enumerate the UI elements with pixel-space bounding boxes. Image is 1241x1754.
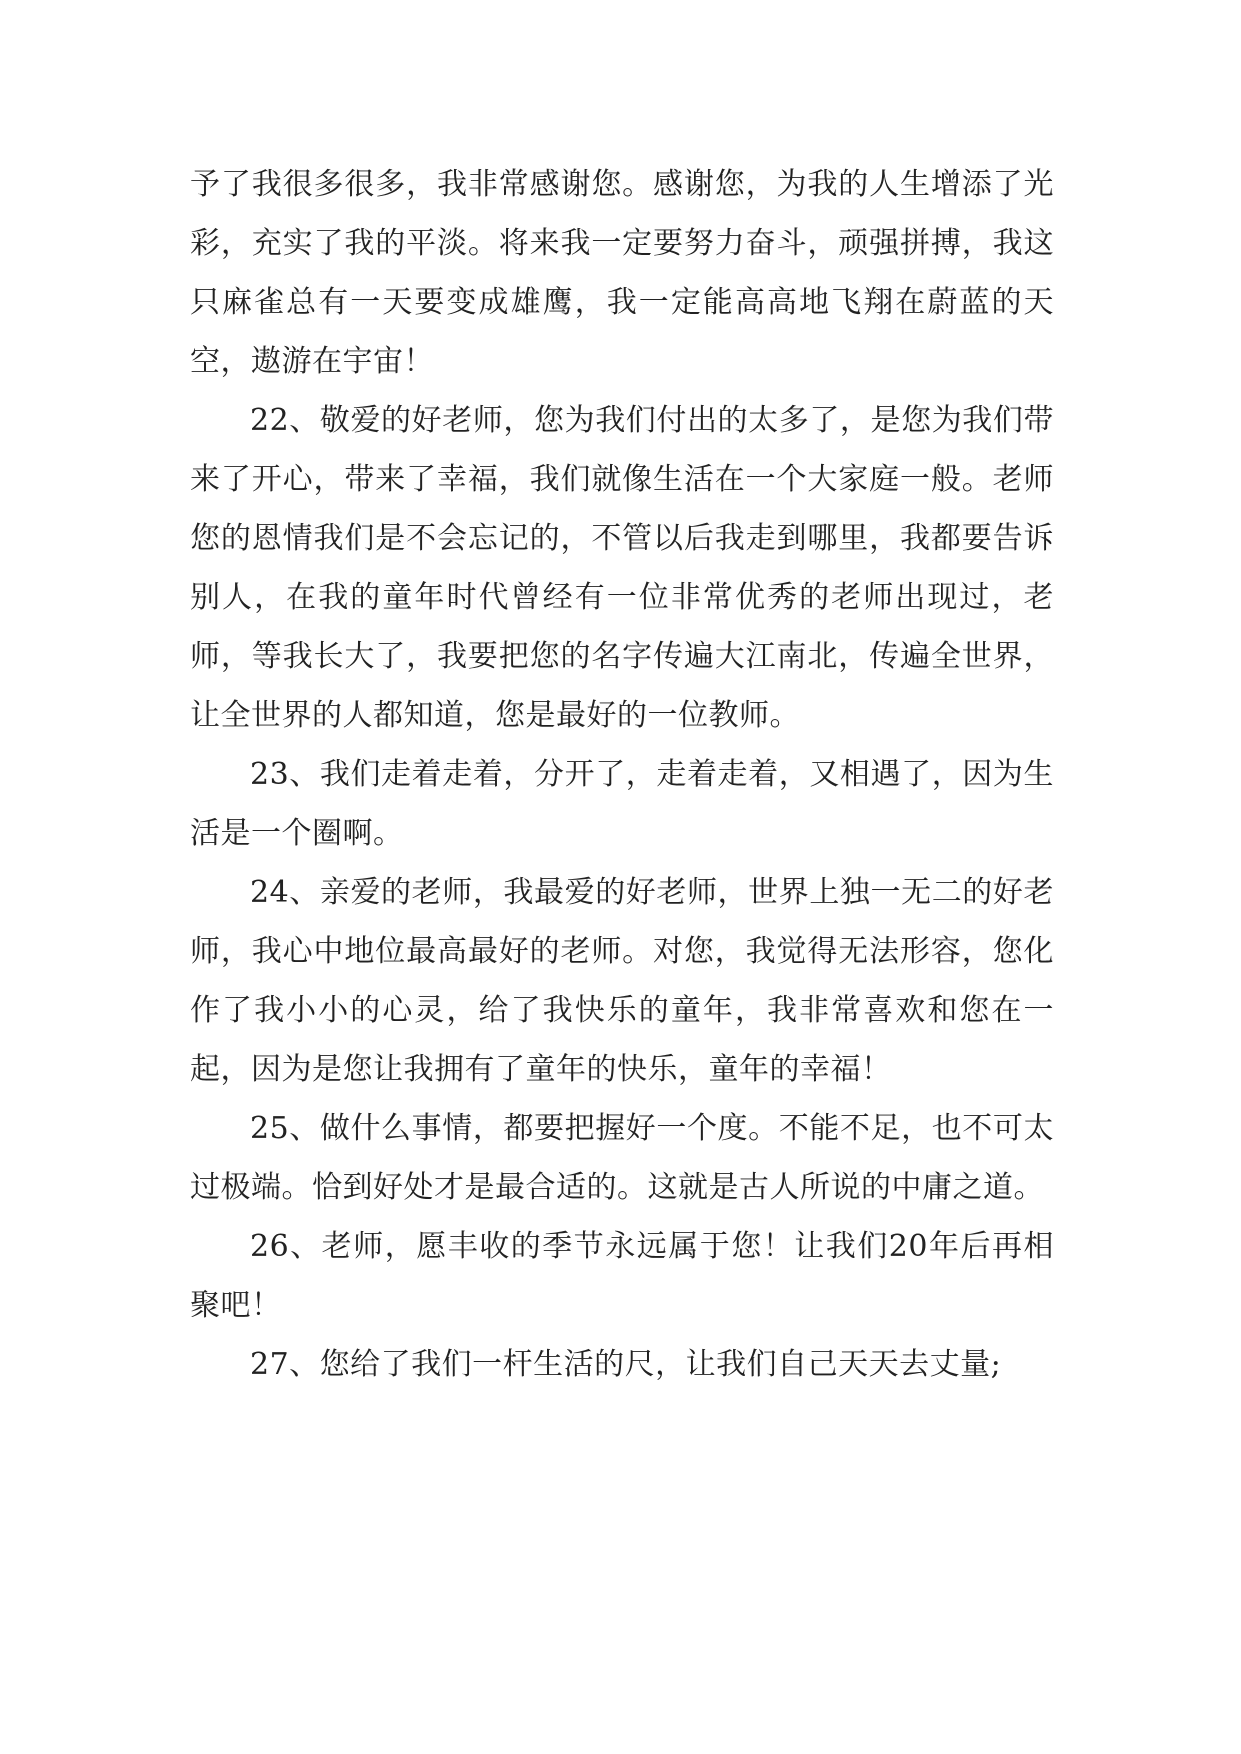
document-body (190, 155, 1054, 1394)
paragraph-27: 27、您给了我们一杆生活的尺，让我们自己天天去丈量; (250, 1347, 1002, 1382)
paragraph-22: 22、敬爱的好老师，您为我们付出的太多了，是您为我们带来了开心，带来了幸福，我们就像生活在一个大家庭一般。老师您的恩情我们是不会忘记的，不管以后我走到哪里，我都要告诉别人，在我的童年时代曾经有一位非常优秀的老师出现过，老师，等我长大了，我要把您的名字传遍大江南北，传遍全世界，让全世界的人都知道，您是最好的一位教师。 (190, 403, 1054, 733)
paragraph-continued: 予了我很多很多，我非常感谢您。感谢您，为我的人生增添了光彩，充实了我的平淡。将来我一定要努力奋斗，顽强拼搏，我这只麻雀总有一天要变成雄鹰，我一定能高高地飞翔在蔚蓝的天空，遨游在宇宙！ (190, 167, 1054, 379)
paragraph-23: 23、我们走着走着，分开了，走着走着，又相遇了，因为生活是一个圈啊。 (190, 757, 1054, 851)
paragraph-25: 25、做什么事情，都要把握好一个度。不能不足，也不可太过极端。恰到好处才是最合适的。这就是古人所说的中庸之道。 (190, 1111, 1054, 1205)
paragraph-26: 26、老师，愿丰收的季节永远属于您！让我们20年后再相聚吧！ (190, 1229, 1054, 1323)
paragraph-24: 24、亲爱的老师，我最爱的好老师，世界上独一无二的好老师，我心中地位最高最好的老师。对您，我觉得无法形容，您化作了我小小的心灵，给了我快乐的童年，我非常喜欢和您在一起，因为是您让我拥有了童年的快乐，童年的幸福！ (190, 875, 1054, 1087)
